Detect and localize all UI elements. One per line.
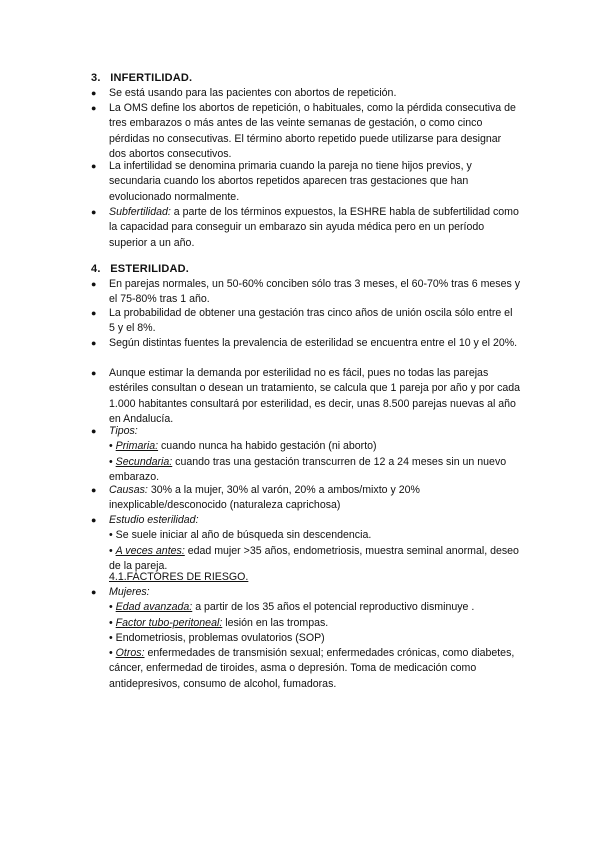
bullet-icon: ●	[91, 308, 97, 318]
sub-bullet-icon: •	[109, 601, 113, 614]
tipos-secundaria	[109, 455, 521, 486]
bullet-icon: ●	[91, 426, 97, 436]
s4-bullet-3: Según distintas fuentes la prevalencia de esterilidad se encuentra entre el 10 y el 20%.	[109, 337, 518, 349]
primaria-label: Primaria:	[115, 440, 159, 453]
mujeres-label: Mujeres:	[109, 586, 150, 598]
edad-label: Edad avanzada:	[115, 601, 193, 614]
section-3-title: INFERTILIDAD.	[110, 72, 193, 84]
list-item	[91, 366, 521, 427]
tipos-primaria	[109, 439, 521, 454]
mujeres-item-otros	[109, 646, 521, 692]
estudio-label: Estudio esterilidad:	[109, 514, 199, 526]
causas-block	[109, 483, 521, 514]
section-3-number: 3.	[91, 72, 101, 84]
estudio-1-text: Se suele iniciar al año de búsqueda sin descendencia.	[115, 529, 372, 542]
bullet-icon: ●	[91, 515, 97, 525]
s4-bullet-1: En parejas normales, un 50-60% conciben sólo tras 3 meses, el 60-70% tras 6 meses y el 75-80% tras 1 año.	[109, 278, 521, 306]
sub-bullet-icon: •	[109, 529, 113, 542]
subfertilidad-label: Subfertilidad:	[109, 206, 171, 218]
tipos-block	[109, 424, 521, 485]
list-item	[91, 483, 521, 514]
section-3-heading	[91, 72, 192, 84]
bullet-icon: ●	[91, 485, 97, 495]
list-item	[91, 585, 521, 692]
list-item	[91, 277, 521, 308]
sub-bullet-icon: •	[109, 440, 113, 453]
estudio-block	[109, 513, 521, 574]
sub-bullet-icon: •	[109, 616, 113, 629]
causas-text: 30% a la mujer, 30% al varón, 20% a ambos/mixto y 20% inexplicable/desconocido (naturaleza caprichosa)	[109, 484, 420, 512]
bullet-icon: ●	[91, 207, 97, 217]
section-4-title: ESTERILIDAD.	[110, 263, 190, 275]
secundaria-label: Secundaria:	[115, 455, 173, 468]
s3-bullet-4	[109, 205, 521, 251]
list-item	[91, 424, 521, 485]
mujeres-item-factor	[109, 616, 521, 631]
bullet-icon: ●	[91, 279, 97, 289]
bullet-icon: ●	[91, 587, 97, 597]
bullet-icon: ●	[91, 103, 97, 113]
list-item	[91, 205, 521, 251]
list-item	[91, 86, 521, 101]
otros-label: Otros:	[115, 647, 145, 660]
edad-text: a partir de los 35 años el potencial reproductivo disminuye .	[192, 601, 475, 614]
list-item	[91, 159, 521, 205]
subfertilidad-text: a parte de los términos expuestos, la ESHRE habla de subfertilidad como la capacidad para conseguir un embarazo sin ayuda médica pero en un período superior a un año.	[109, 206, 519, 249]
mujeres-item-endometriosis	[109, 631, 521, 646]
sub-bullet-icon: •	[109, 544, 113, 557]
causas-label: Causas:	[109, 484, 148, 496]
endometriosis-text: Endometriosis, problemas ovulatorios (SOP)	[115, 631, 325, 644]
mujeres-item-edad	[109, 600, 521, 615]
bullet-icon: ●	[91, 88, 97, 98]
bullet-icon: ●	[91, 368, 97, 378]
tipos-label: Tipos:	[109, 425, 138, 437]
estudio-item-1	[109, 528, 521, 543]
aveces-text: edad mujer >35 años, endometriosis, muestra seminal anormal, deseo de la pareja.	[109, 544, 519, 572]
list-item	[91, 336, 521, 351]
mujeres-block	[109, 585, 521, 692]
section-4-number: 4.	[91, 263, 101, 275]
factor-label: Factor tubo-peritoneal:	[115, 616, 223, 629]
factor-text: lesión en las trompas.	[222, 616, 329, 629]
list-item	[91, 513, 521, 574]
sub-bullet-icon: •	[109, 455, 113, 468]
secundaria-text: cuando tras una gestación transcurren de 12 a 24 meses sin un nuevo embarazo.	[109, 455, 507, 483]
s3-bullet-2: La OMS define los abortos de repetición, o habituales, como la pérdida consecutiva de tres embarazos o más antes de las veinte semanas de gestación, o como cinco pérdidas no consecutivas. El término aborto repetido puede utilizarse para designar dos abortos consecutivos.	[109, 102, 516, 160]
s3-bullet-3: La infertilidad se denomina primaria cuando la pareja no tiene hijos previos, y secundaria cuando los abortos repetidos aparecen tras gestaciones que han evolucionado normalmente.	[109, 160, 472, 203]
section-4-heading	[91, 263, 189, 275]
sub-bullet-icon: •	[109, 647, 113, 660]
s4-bullet-4: Aunque estimar la demanda por esterilidad no es fácil, pues no todas las parejas estériles consultan o desean un tratamiento, se calcula que 1 pareja por año y por cada 1.000 habitantes consultará por esterilidad, es decir, unas 8.500 parejas nuevas al año en Andalucía.	[109, 367, 521, 425]
subsection-4-1-title: 4.1.FACTORES DE RIESGO.	[109, 571, 249, 583]
aveces-label: A veces antes:	[115, 544, 185, 557]
s3-bullet-1: Se está usando para las pacientes con abortos de repetición.	[109, 87, 397, 99]
otros-text: enfermedades de transmisión sexual; enfermedades crónicas, como diabetes, cáncer, enfermedad de tiroides, asma o depresión. Toma de medicación como antidepresivos, consumo de alcohol, fumadoras.	[109, 647, 515, 690]
list-item	[91, 306, 521, 337]
sub-bullet-icon: •	[109, 631, 113, 644]
s4-bullet-2: La probabilidad de obtener una gestación tras cinco años de unión oscila sólo entre el 5 y el 8%.	[109, 307, 513, 335]
primaria-text: cuando nunca ha habido gestación (ni aborto)	[158, 440, 377, 453]
bullet-icon: ●	[91, 161, 97, 171]
list-item	[91, 101, 521, 162]
bullet-icon: ●	[91, 338, 97, 348]
